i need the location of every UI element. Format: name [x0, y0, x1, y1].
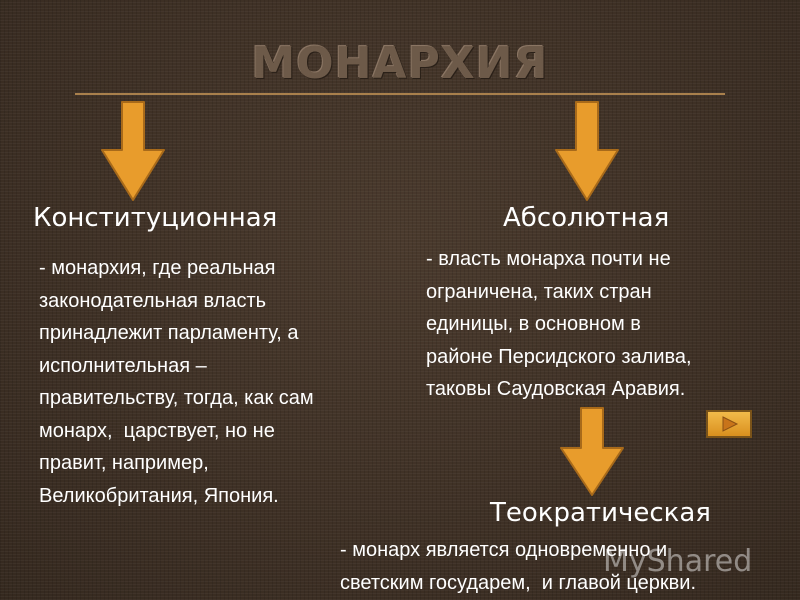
text-absolute: - власть монарха почти не ограничена, таких стран единицы, в основном в районе Персидского залива, таковы Саудовская Аравия. [426, 248, 692, 400]
heading-absolute: Абсолютная [503, 203, 670, 233]
title-divider [75, 93, 725, 95]
text-theocratic: - монарх является одновременно и светским государем, и главой церкви. [340, 539, 697, 594]
heading-constitutional: Конституционная [33, 203, 278, 233]
down-arrow-icon [100, 100, 166, 203]
text-constitutional: - монархия, где реальная законодательная власть принадлежит парламенту, а исполнительная – правительству, тогда, как сам монарх, царствует, но не правит, например, Великобритания, Япония. [39, 257, 314, 507]
slide-title: МОНАРХИЯ [251, 38, 549, 89]
next-slide-button[interactable] [706, 410, 752, 438]
play-triangle-icon [721, 416, 739, 432]
heading-theocratic: Теократическая [490, 498, 711, 528]
watermark-logo: MyShared [603, 544, 753, 579]
down-arrow-icon [554, 100, 620, 203]
down-arrow-icon [559, 406, 625, 498]
